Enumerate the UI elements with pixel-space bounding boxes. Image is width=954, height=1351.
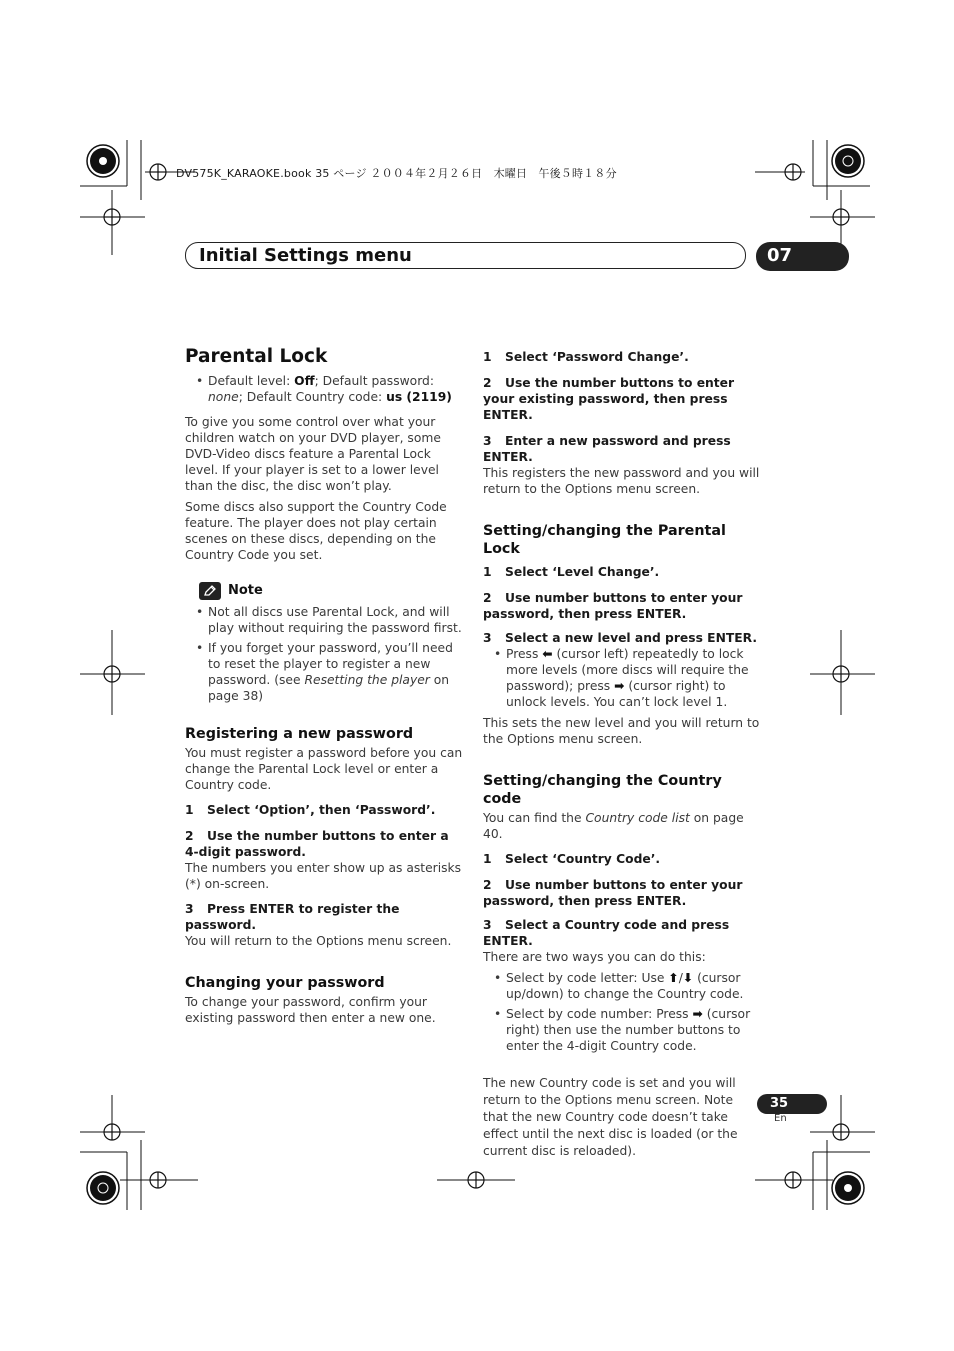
default-password-label: ; Default password: [314, 374, 434, 388]
parental-step-1 [483, 564, 761, 580]
step-number: 3 [483, 918, 492, 932]
note-item-text: If you forget your password, you’ll need to reset the player to register a new password. (see [208, 641, 453, 687]
country-bullet [506, 1006, 761, 1054]
step-text: Select a Country code and press ENTER. [483, 918, 730, 948]
step-number: 2 [185, 829, 194, 843]
note-list [185, 604, 463, 704]
country-intro [483, 810, 761, 842]
step-text: Use the number buttons to enter a 4-digit password. [185, 829, 449, 859]
note-item-reference: Resetting the player [304, 673, 430, 687]
register-step-2 [185, 828, 463, 860]
step-number: 2 [483, 878, 492, 892]
parental-bullet [506, 646, 761, 710]
step-text: Select ‘Country Code’. [505, 852, 661, 866]
arrow-right-icon: ➡ [692, 1007, 703, 1021]
step-number: 1 [185, 803, 194, 817]
pw-change-step-3 [483, 433, 761, 465]
register-paragraph: You must register a password before you can change the Parental Lock level or enter a Country code. [185, 746, 463, 792]
defaults-list [185, 373, 463, 405]
parental-step-3 [483, 630, 761, 646]
step-number: 2 [483, 376, 492, 390]
arrow-down-icon: ⬇ [682, 971, 694, 985]
arrow-right-icon: ➡ [614, 679, 625, 693]
arrow-left-icon: ⬅ [542, 647, 553, 661]
bullet-text: Select by code number: Press [506, 1007, 693, 1021]
default-password-value: none [208, 390, 239, 404]
note-item-text: on page 38) [208, 673, 450, 703]
parental-bullets [483, 646, 761, 710]
step-text: Select a new level and press ENTER. [505, 631, 758, 645]
country-intro-reference: Country code list [585, 811, 690, 825]
parental-step-2 [483, 590, 761, 622]
default-separator: ; [238, 390, 243, 404]
subsection-title: Setting/changing the Parental Lock [483, 523, 726, 557]
step-number: 1 [483, 565, 492, 579]
default-country-label: Default Country code: [246, 390, 387, 404]
bullet-text: (cursor left) repeatedly to lock more levels (more discs will require the password); press [506, 647, 749, 693]
note-label: Note [228, 583, 263, 598]
note-item [208, 640, 463, 704]
country-closing-text: The new Country code is set and you will return to the Options menu screen. Note that the new Country code doesn’t take effect until the next disc is loaded (or the current disc is reloaded). [483, 1076, 738, 1158]
page-header-title: Initial Settings menu [199, 245, 412, 266]
pencil-note-icon [199, 582, 221, 600]
right-column [483, 345, 761, 1165]
country-step-1 [483, 851, 761, 867]
page-number-badge [757, 1094, 827, 1114]
register-step-2-text: The numbers you enter show up as asterisks (*) on-screen. [185, 861, 462, 891]
country-bullet [506, 970, 761, 1002]
step-text: Select ‘Password Change’. [505, 350, 689, 364]
country-step-3 [483, 917, 761, 949]
step-number: 3 [483, 631, 492, 645]
step-text: Press ENTER to register the password. [185, 902, 400, 932]
subsection-title: Changing your password [185, 975, 385, 991]
bullet-text: Press [506, 647, 543, 661]
step-number: 1 [483, 350, 492, 364]
bullet-text: / [678, 971, 683, 985]
country-step-2 [483, 877, 761, 909]
country-intro-text: You can find the [483, 811, 586, 825]
defaults-item [208, 373, 463, 405]
arrow-up-icon: ⬆ [668, 971, 679, 985]
register-step-3 [185, 901, 463, 933]
change-paragraph: To change your password, confirm your existing password then enter a new one. [185, 995, 436, 1025]
step-text: Enter a new password and press ENTER. [483, 434, 731, 464]
chapter-number: 07 [767, 245, 793, 266]
subsection-title: Setting/changing the Country code [483, 773, 722, 807]
default-level-label: Default level: [208, 374, 295, 388]
step-text: Use number buttons to enter your password, then press ENTER. [483, 878, 743, 908]
pw-change-step-1 [483, 349, 761, 365]
step-number: 2 [483, 591, 492, 605]
step-number: 3 [483, 434, 492, 448]
bullet-text: (cursor up/down) to change the Country code. [506, 971, 744, 1001]
bullet-text: (cursor right) to unlock levels. You can’t lock level 1. [506, 679, 728, 709]
page-number: 35 [770, 1096, 789, 1111]
intro-paragraph-1: To give you some control over what your children watch on your DVD player, some DVD-Video discs feature a Parental Lock level. If your player is set to a lower level than the disc, the disc won’t play. [185, 415, 441, 493]
parental-after-text: This sets the new level and you will return to the Options menu screen. [483, 716, 760, 746]
step-number: 3 [185, 902, 194, 916]
note-header [199, 582, 463, 600]
note-item: • Not all discs use Parental Lock, and will play without requiring the password first. [208, 604, 463, 636]
section-title: Parental Lock [185, 346, 328, 367]
bullet-text: Select by code letter: Use [506, 971, 669, 985]
step-text: Select ‘Level Change’. [505, 565, 660, 579]
step-number: 1 [483, 852, 492, 866]
step-text: Select ‘Option’, then ‘Password’. [207, 803, 436, 817]
file-info-line: DV575K_KARAOKE.book 35 ページ ２００４年２月２６日 木曜日 午後５時１８分 [176, 167, 617, 180]
step-text: Use number buttons to enter your password, then press ENTER. [483, 591, 743, 621]
country-bullets [483, 970, 761, 1054]
register-step-1 [185, 802, 463, 818]
left-column [185, 345, 463, 1031]
bullet-text: (cursor right) then use the number buttons to enter the 4-digit Country code. [506, 1007, 751, 1053]
register-step-3-text: You will return to the Options menu screen. [185, 934, 452, 948]
intro-paragraph-2: Some discs also support the Country Code feature. The player does not play certain scenes on these discs, depending on the Country Code you set. [185, 500, 447, 562]
pw-change-step-2 [483, 375, 761, 423]
step-text: Use the number buttons to enter your existing password, then press ENTER. [483, 376, 735, 422]
country-step-3-text: There are two ways you can do this: [483, 950, 706, 964]
pw-change-step-3-text: This registers the new password and you will return to the Options menu screen. [483, 466, 760, 496]
country-intro-text: on page 40. [483, 811, 744, 841]
default-country-value: us (2119) [386, 390, 452, 404]
default-level-value: Off [294, 374, 315, 388]
page-language: En [774, 1113, 787, 1124]
subsection-title: Registering a new password [185, 726, 414, 742]
